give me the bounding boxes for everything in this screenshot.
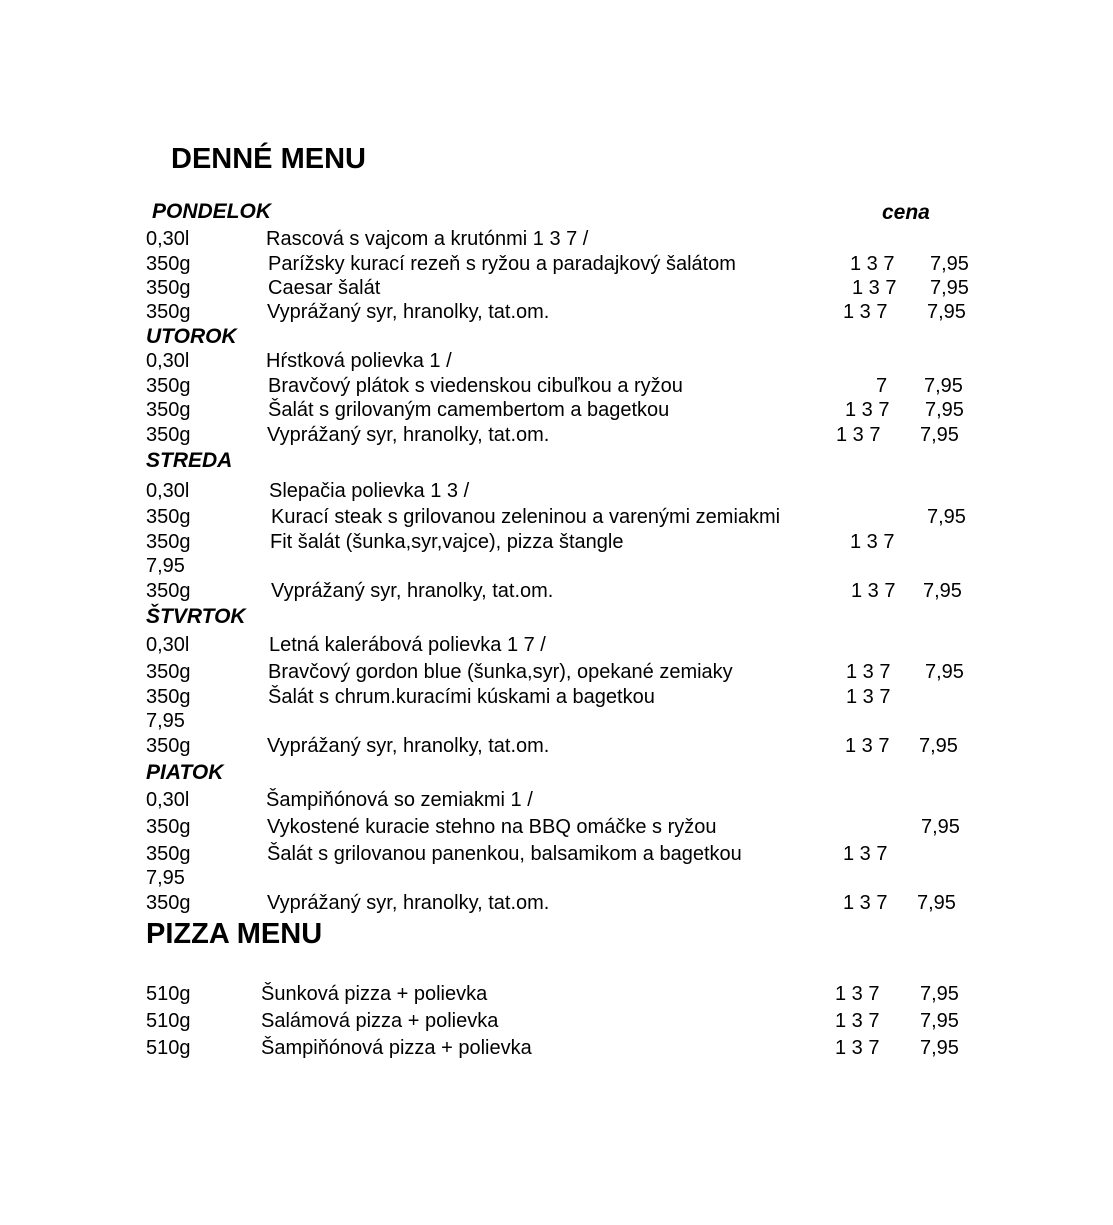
item-name: Slepačia polievka 1 3 / <box>269 480 470 502</box>
item-name: Šalát s grilovanou panenkou, balsamikom a bagetkou <box>267 843 742 865</box>
item-name: Šunková pizza + polievka <box>261 983 488 1005</box>
item-name: Vyprážaný syr, hranolky, tat.om. <box>267 424 550 446</box>
item-allergens: 1 3 7 <box>845 399 890 421</box>
day-heading: UTOROK <box>146 325 237 348</box>
item-quantity: 350g <box>146 253 191 275</box>
item-price: 7,95 <box>146 555 185 577</box>
item-name: Vyprážaný syr, hranolky, tat.om. <box>267 892 550 914</box>
item-price: 7,95 <box>920 424 959 446</box>
item-quantity: 350g <box>146 843 191 865</box>
item-price: 7,95 <box>924 375 963 397</box>
item-price: 7,95 <box>920 1010 959 1032</box>
item-name: Vyprážaný syr, hranolky, tat.om. <box>267 301 550 323</box>
day-heading: STREDA <box>146 449 233 472</box>
item-quantity: 0,30l <box>146 789 190 811</box>
day-heading: PONDELOK <box>152 200 272 223</box>
item-name: Šampiňónová pizza + polievka <box>261 1037 532 1059</box>
item-price: 7,95 <box>146 710 185 732</box>
item-allergens: 7 <box>876 375 888 397</box>
item-allergens: 1 3 7 <box>843 301 888 323</box>
item-name: Caesar šalát <box>268 277 381 299</box>
item-allergens: 1 3 7 <box>850 531 895 553</box>
item-quantity: 350g <box>146 735 191 757</box>
item-quantity: 350g <box>146 301 191 323</box>
item-name: Salámová pizza + polievka <box>261 1010 499 1032</box>
item-name: Vyprážaný syr, hranolky, tat.om. <box>271 580 554 602</box>
item-quantity: 350g <box>146 531 191 553</box>
item-allergens: 1 3 7 <box>836 424 881 446</box>
item-price: 7,95 <box>930 253 969 275</box>
item-price: 7,95 <box>919 735 958 757</box>
item-price: 7,95 <box>920 1037 959 1059</box>
item-allergens: 1 3 7 <box>845 735 890 757</box>
item-name: Parížsky kurací rezeň s ryžou a paradajkový šalátom <box>268 253 736 275</box>
item-allergens: 1 3 7 <box>850 253 895 275</box>
item-price: 7,95 <box>920 983 959 1005</box>
item-price: 7,95 <box>925 661 964 683</box>
item-quantity: 0,30l <box>146 350 190 372</box>
item-name: Bravčový plátok s viedenskou cibuľkou a ryžou <box>268 375 683 397</box>
item-name: Bravčový gordon blue (šunka,syr), opekané zemiaky <box>268 661 733 683</box>
item-quantity: 350g <box>146 399 191 421</box>
item-name: Fit šalát (šunka,syr,vajce), pizza štangle <box>270 531 624 553</box>
item-name: Rascová s vajcom a krutónmi 1 3 7 / <box>266 228 589 250</box>
item-price: 7,95 <box>146 867 185 889</box>
item-name: Vyprážaný syr, hranolky, tat.om. <box>267 735 550 757</box>
item-quantity: 510g <box>146 1037 191 1059</box>
item-allergens: 1 3 7 <box>843 843 888 865</box>
item-quantity: 350g <box>146 375 191 397</box>
item-name: Vykostené kuracie stehno na BBQ omáčke s ryžou <box>267 816 717 838</box>
item-allergens: 1 3 7 <box>835 983 880 1005</box>
item-quantity: 350g <box>146 892 191 914</box>
item-quantity: 0,30l <box>146 228 190 250</box>
item-quantity: 0,30l <box>146 634 190 656</box>
item-price: 7,95 <box>927 301 966 323</box>
item-quantity: 350g <box>146 424 191 446</box>
item-quantity: 510g <box>146 983 191 1005</box>
item-name: Letná kalerábová polievka 1 7 / <box>269 634 546 656</box>
item-name: Kurací steak s grilovanou zeleninou a varenými zemiakmi <box>271 506 781 528</box>
item-name: Šampiňónová so zemiakmi 1 / <box>266 789 533 811</box>
item-quantity: 350g <box>146 506 191 528</box>
page-title: DENNÉ MENU <box>171 143 366 175</box>
item-price: 7,95 <box>925 399 964 421</box>
item-name: Hŕstková polievka 1 / <box>266 350 452 372</box>
item-price: 7,95 <box>917 892 956 914</box>
item-quantity: 350g <box>146 661 191 683</box>
item-allergens: 1 3 7 <box>835 1010 880 1032</box>
item-allergens: 1 3 7 <box>851 580 896 602</box>
item-price: 7,95 <box>923 580 962 602</box>
item-name: Šalát s chrum.kuracími kúskami a bagetkou <box>268 686 655 708</box>
pizza-section-title: PIZZA MENU <box>146 918 323 950</box>
item-price: 7,95 <box>930 277 969 299</box>
item-allergens: 1 3 7 <box>852 277 897 299</box>
item-quantity: 350g <box>146 580 191 602</box>
item-price: 7,95 <box>921 816 960 838</box>
item-quantity: 350g <box>146 686 191 708</box>
item-allergens: 1 3 7 <box>843 892 888 914</box>
item-quantity: 510g <box>146 1010 191 1032</box>
item-allergens: 1 3 7 <box>846 661 891 683</box>
item-price: 7,95 <box>927 506 966 528</box>
item-allergens: 1 3 7 <box>846 686 891 708</box>
item-allergens: 1 3 7 <box>835 1037 880 1059</box>
item-name: Šalát s grilovaným camembertom a bagetkou <box>268 399 670 421</box>
item-quantity: 350g <box>146 277 191 299</box>
day-heading: PIATOK <box>146 761 224 784</box>
item-quantity: 350g <box>146 816 191 838</box>
item-quantity: 0,30l <box>146 480 190 502</box>
price-column-header: cena <box>882 201 930 224</box>
day-heading: ŠTVRTOK <box>146 605 246 628</box>
